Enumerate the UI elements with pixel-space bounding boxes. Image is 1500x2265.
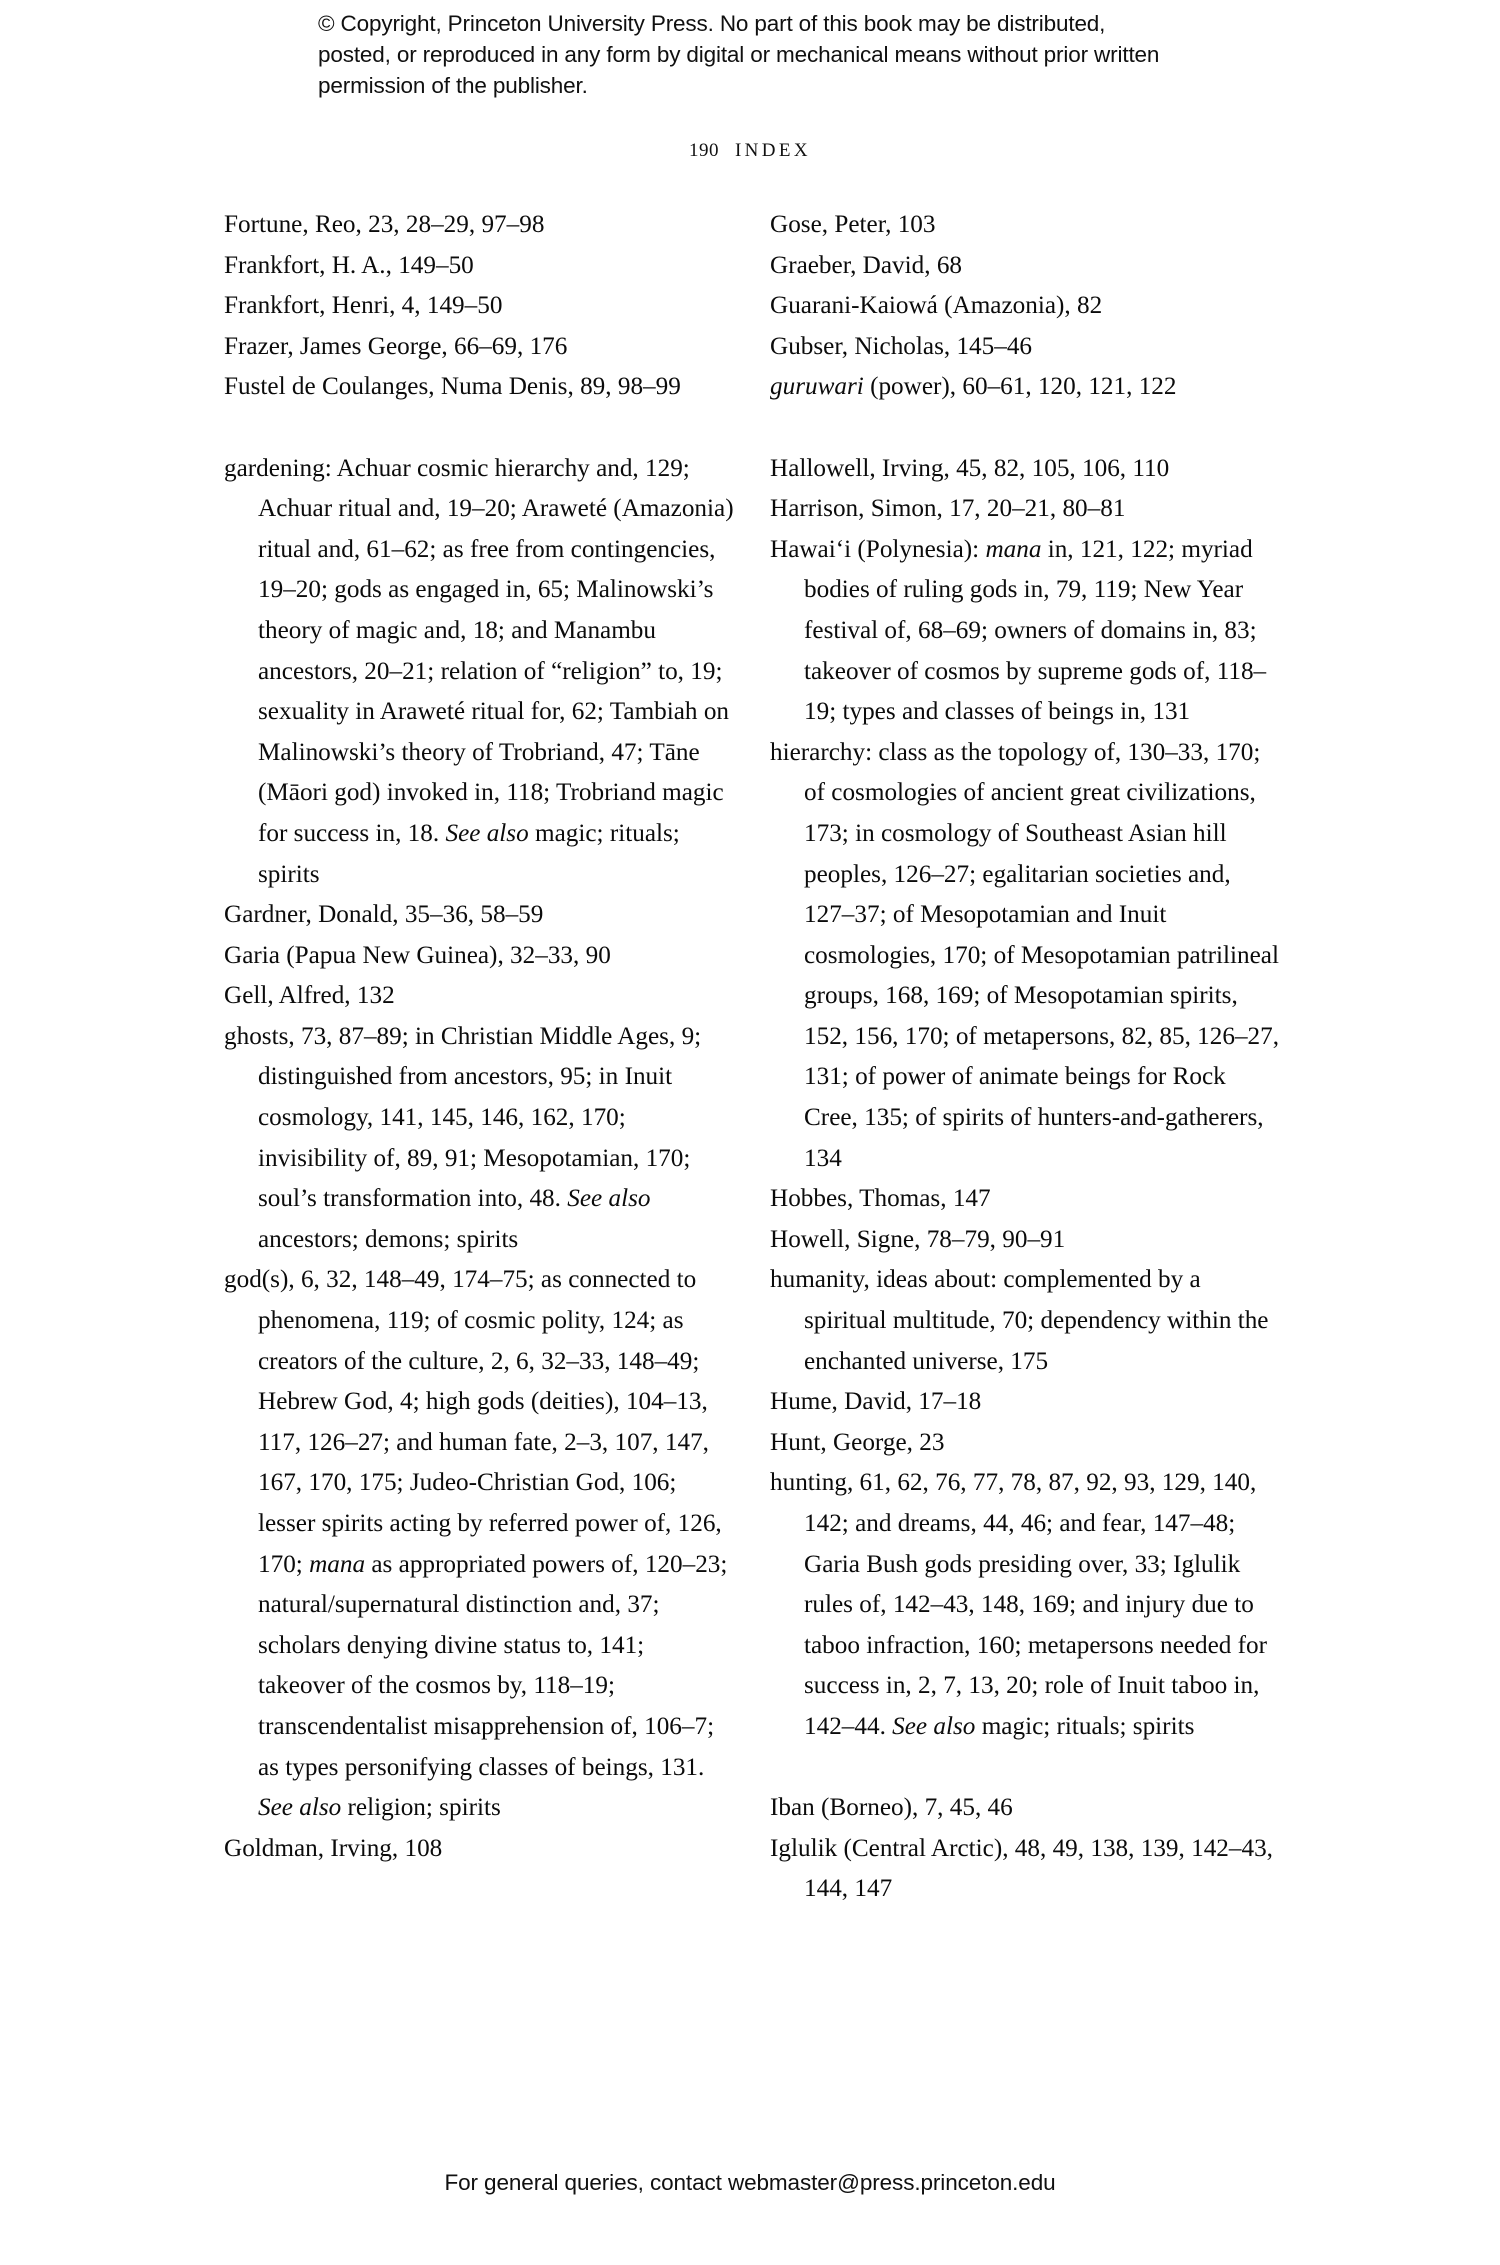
- index-entry: Frankfort, Henri, 4, 149–50: [224, 292, 503, 320]
- index-entry: Gose, Peter, 103: [770, 211, 936, 238]
- index-entry: Hallowell, Irving, 45, 82, 105, 106, 110: [770, 454, 1170, 482]
- index-entry: hierarchy: class as the topology of, 130–33, 170; of cosmologies of ancient great civilizations, 173; in cosmology of Southeast Asian hill peoples, 126–27; egalitarian societies and, 127–37; of Mesopotamian and Inuit cosmologies, 170; of Mesopotamian patrilineal groups, 168, 169; of Mesopotamian spirits, 152, 156, 170; of metapersons, 82, 85, 126–27, 131; of power of animate beings for Rock Cree, 135; of spirits of hunters-and-gatherers, 134: [770, 738, 1280, 1172]
- index-entry: Iban (Borneo), 7, 45, 46: [770, 1794, 1013, 1822]
- index-entry: Gardner, Donald, 35–36, 58–59: [224, 901, 544, 929]
- index-entry: Fortune, Reo, 23, 28–29, 97–98: [224, 211, 545, 238]
- index-entry: ghosts, 73, 87–89; in Christian Middle Ages, 9; distinguished from ancestors, 95; in Inuit cosmology, 141, 145, 146, 162, 170; invisibility of, 89, 91; Mesopotamian, 170; soul’s transformation into, 48. See also ancestors; demons; spirits: [224, 1022, 702, 1253]
- index-entry: humanity, ideas about: complemented by a spiritual multitude, 70; dependency within the enchanted universe, 175: [770, 1266, 1269, 1375]
- index-group-separator: [770, 1748, 1282, 1789]
- index-entry: Hobbes, Thomas, 147: [770, 1185, 991, 1213]
- index-entry: Frazer, James George, 66–69, 176: [224, 332, 568, 360]
- index-entry: Hume, David, 17–18: [770, 1388, 982, 1416]
- index-entry: Guarani-Kaiowá (Amazonia), 82: [770, 292, 1103, 320]
- index-entry: guruwari (power), 60–61, 120, 121, 122: [770, 373, 1177, 401]
- index-entry: Fustel de Coulanges, Numa Denis, 89, 98–99: [224, 373, 681, 401]
- index-entry: hunting, 61, 62, 76, 77, 78, 87, 92, 93, 129, 140, 142; and dreams, 44, 46; and fear, 147–48; Garia Bush gods presiding over, 33; Iglulik rules of, 142–43, 148, 169; and injury due to taboo infraction, 160; metapersons needed for success in, 2, 7, 13, 20; role of Inuit taboo in, 142–44. See also magic; rituals; spirits: [770, 1469, 1268, 1740]
- index-entry: Hawaiʻi (Polynesia): mana in, 121, 122; myriad bodies of ruling gods in, 79, 119; New Year festival of, 68–69; owners of domains in, 83; takeover of cosmos by supreme gods of, 118–19; types and classes of beings in, 131: [770, 535, 1267, 726]
- index-column-left: [224, 205, 736, 1869]
- page-folio-number: 190: [688, 140, 719, 161]
- index-entry: Gell, Alfred, 132: [224, 982, 395, 1010]
- index-entry: god(s), 6, 32, 148–49, 174–75; as connected to phenomena, 119; of cosmic polity, 124; as creators of the culture, 2, 6, 32–33, 148–49; Hebrew God, 4; high gods (deities), 104–13, 117, 126–27; and human fate, 2–3, 107, 147, 167, 170, 175; Judeo-Christian God, 106; lesser spirits acting by referred power of, 126, 170; mana as appropriated powers of, 120–23; natural/supernatural distinction and, 37; scholars denying divine status to, 141; takeover of the cosmos by, 118–19; transcendentalist misapprehension of, 106–7; as types personifying classes of beings, 131. See also religion; spirits: [224, 1266, 728, 1822]
- index-entry: Gubser, Nicholas, 145–46: [770, 332, 1033, 360]
- index-entry: Graeber, David, 68: [770, 251, 963, 279]
- running-head: [0, 140, 1500, 162]
- index-group-separator: [770, 408, 1282, 449]
- running-head-title: INDEX: [734, 140, 812, 161]
- index-column-right: [770, 205, 1282, 1910]
- index-entry: Harrison, Simon, 17, 20–21, 80–81: [770, 495, 1126, 523]
- index-entry: Iglulik (Central Arctic), 48, 49, 138, 139, 142–43, 144, 147: [770, 1834, 1273, 1903]
- index-entry: Garia (Papua New Guinea), 32–33, 90: [224, 941, 611, 969]
- index-entry: Hunt, George, 23: [770, 1428, 945, 1456]
- copyright-notice: © Copyright, Princeton University Press. No part of this book may be distributed, posted, or reproduced in any form by digital or mechanical means without prior written permission of the publisher.: [318, 11, 1160, 98]
- index-entry: Howell, Signe, 78–79, 90–91: [770, 1225, 1066, 1253]
- index-entry: gardening: Achuar cosmic hierarchy and, 129; Achuar ritual and, 19–20; Araweté (Amazonia) ritual and, 61–62; as free from contingencies, 19–20; gods as engaged in, 65; Malinowski’s theory of magic and, 18; and Manambu ancestors, 20–21; relation of “religion” to, 19; sexuality in Araweté ritual for, 62; Tambiah on Malinowski’s theory of Trobriand, 47; Tāne (Māori god) invoked in, 118; Trobriand magic for success in, 18. See also magic; rituals; spirits: [224, 454, 734, 888]
- index-entry: Goldman, Irving, 108: [224, 1834, 443, 1862]
- footer-queries-line: For general queries, contact webmaster@press.princeton.edu: [444, 2170, 1056, 2195]
- index-group-separator: [224, 408, 736, 449]
- index-entry: Frankfort, H. A., 149–50: [224, 251, 474, 279]
